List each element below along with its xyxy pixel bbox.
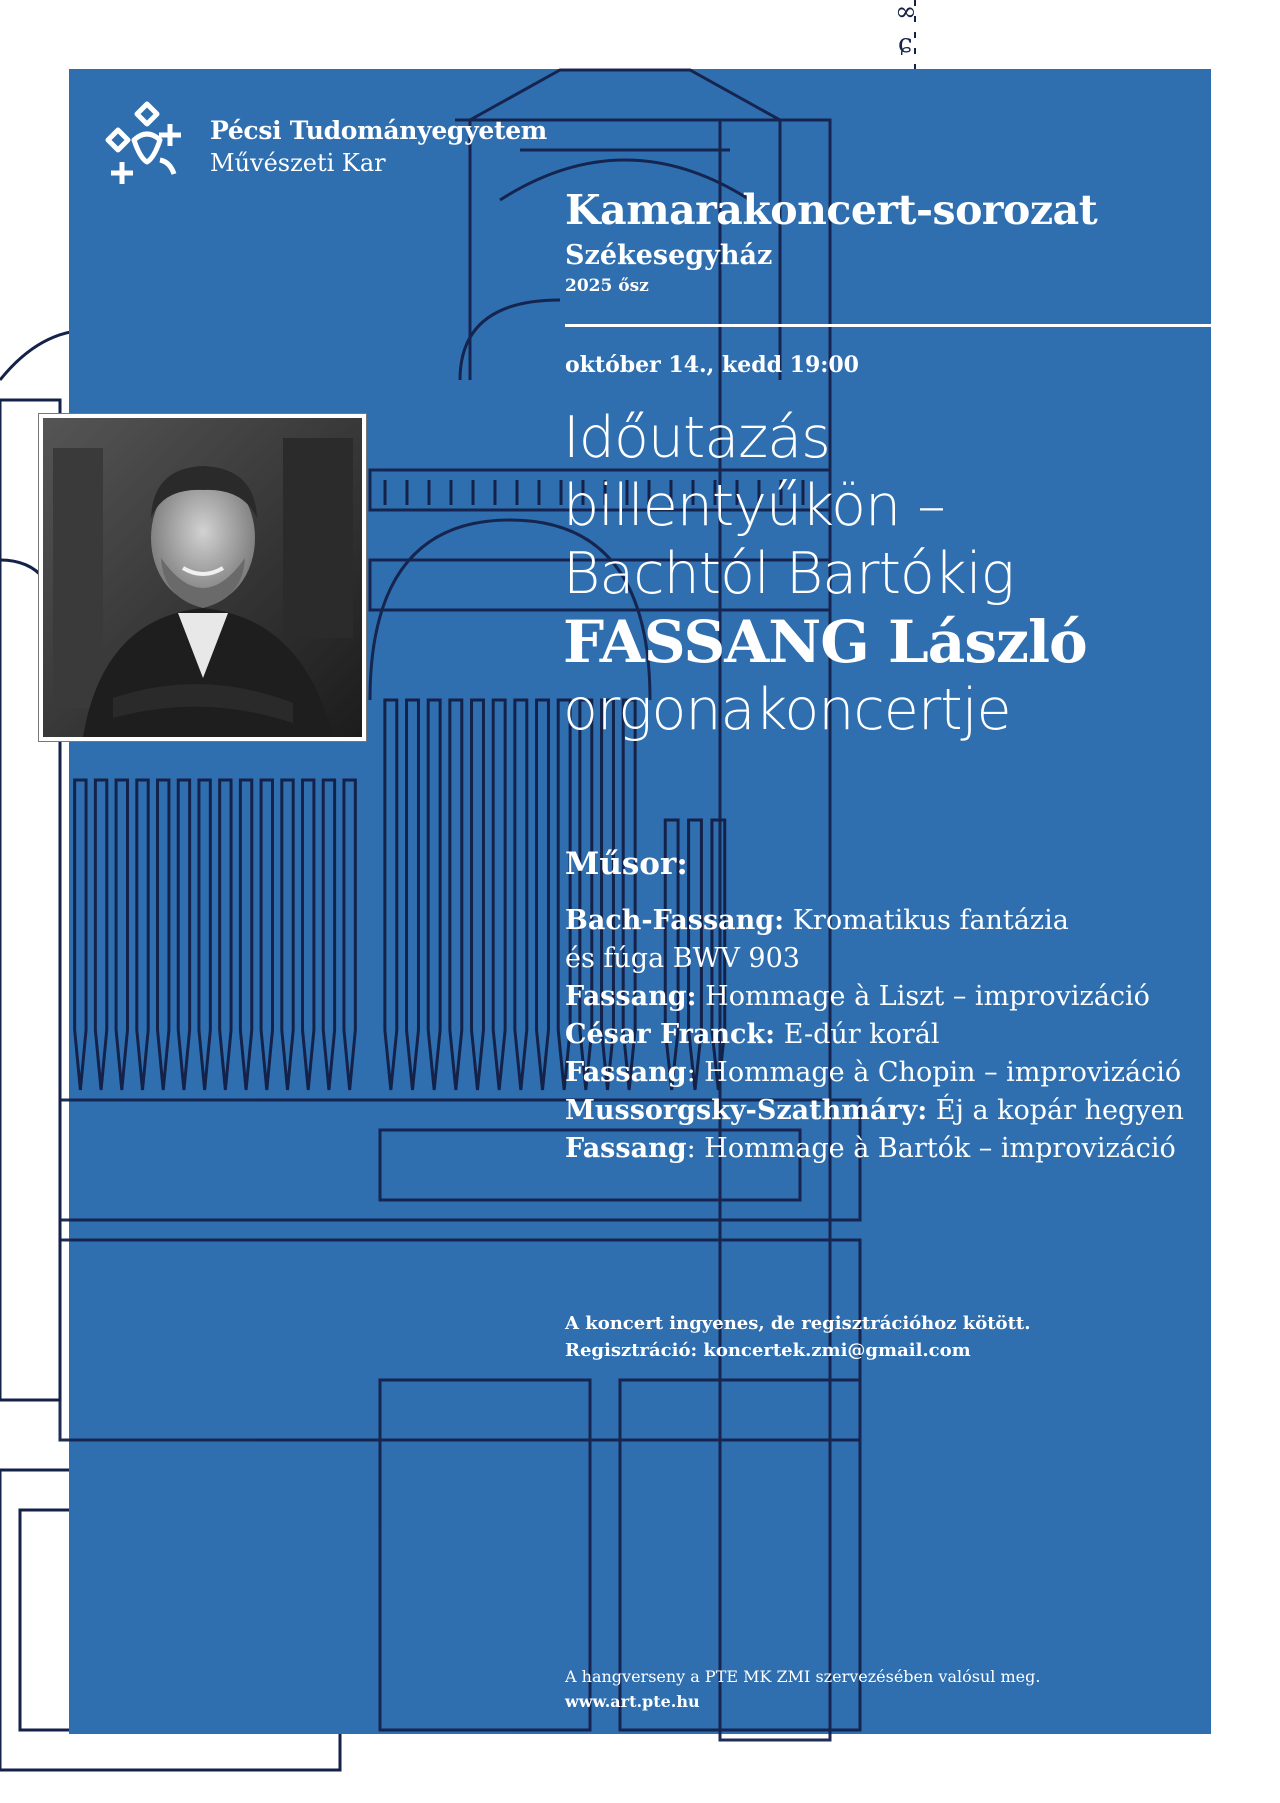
registration-email: Regisztráció: koncertek.zmi@gmail.com [565,1340,971,1361]
composer: Fassang: [565,981,697,1012]
title-line-1: Időutazás [563,405,830,471]
program-item [565,1054,1184,1092]
title-line-3: Bachtól Bartókig [563,541,1014,607]
institution-name: Pécsi Tudományegyetem [210,116,547,145]
website-link[interactable]: www.art.pte.hu [565,1692,700,1711]
footer [565,1664,1040,1714]
work-title: E-dúr korál [775,1019,940,1050]
program-item [565,1016,1184,1054]
performer-photo [43,418,362,737]
performer-photo-frame [38,413,367,742]
registration-note: A koncert ingyenes, de regisztrációhoz kötött. [565,1313,1031,1334]
composer: Fassang [565,1057,687,1088]
event-headline [563,404,1203,744]
venue: Székesegyház [565,240,773,271]
work-title: : Hommage à Chopin – improvizáció [686,1057,1182,1088]
program-item [565,1092,1184,1130]
program-item [565,978,1184,1016]
program-heading: Műsor: [565,846,688,882]
institution-faculty: Művészeti Kar [210,149,386,177]
svg-text:∞: ∞ [895,0,917,27]
pte-logo-icon [104,100,190,186]
performer-name: FASSANG László [563,608,1087,676]
title-line-2: billentyűkön – [563,473,945,539]
work-title: Éj a kopár hegyen [927,1095,1184,1126]
registration-info [565,1310,1030,1364]
work-title: : Hommage à Bartók – improvizáció [686,1133,1176,1164]
season: 2025 ősz [565,276,649,296]
program-item [565,902,1184,940]
composer: Fassang [565,1133,687,1164]
program-list [565,902,1184,1168]
series-title: Kamarakoncert-sorozat [565,186,1098,234]
divider [565,324,1211,327]
composer: Mussorgsky-Szathmáry: [565,1095,928,1126]
work-title: Hommage à Liszt – improvizáció [696,981,1150,1012]
organizer-note: A hangverseny a PTE MK ZMI szervezésében valósul meg. [565,1667,1041,1686]
composer: Bach-Fassang: [565,905,785,936]
program-item [565,940,1184,978]
event-date: október 14., kedd 19:00 [565,352,859,378]
work-title: és fúga BWV 903 [565,943,800,974]
svg-text:ɕ: ɕ [898,29,913,59]
program-item [565,1130,1184,1168]
work-title: Kromatikus fantázia [784,905,1069,936]
composer: César Franck: [565,1019,776,1050]
performer-suffix: orgonakoncertje [563,677,1011,743]
